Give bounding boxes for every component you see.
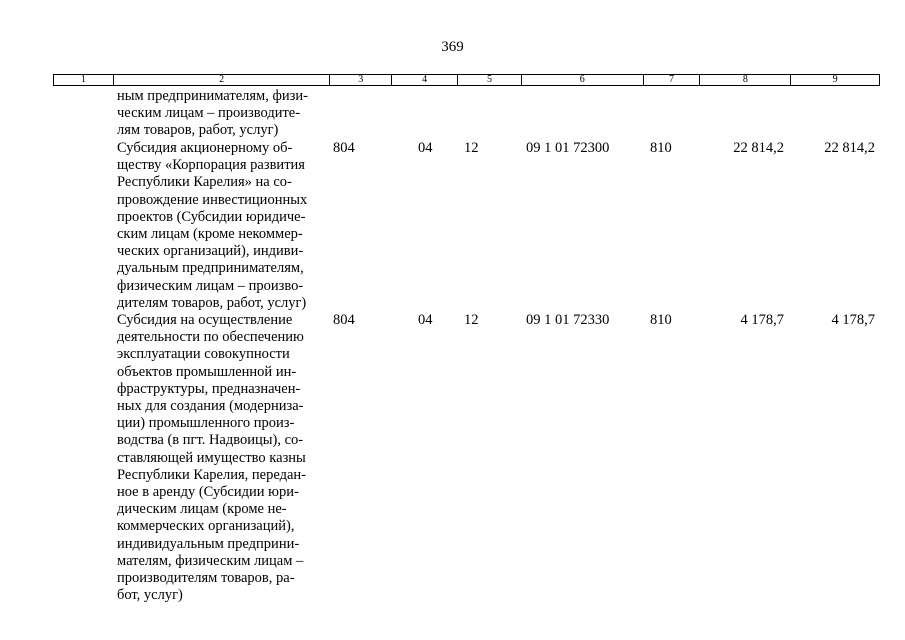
row-name — [117, 140, 332, 312]
text-line: проектов (Субсидии юридиче- — [117, 208, 306, 225]
ministry-code: 804 — [333, 140, 355, 156]
column-header-1: 1 — [54, 75, 114, 85]
row-name — [117, 312, 332, 604]
text-line: физическим лицам – произво- — [117, 277, 304, 294]
text-line: ции) промышленного произ- — [117, 415, 295, 432]
text-line: Субсидия акционерному об- — [117, 140, 293, 156]
target-code: 09 1 01 72330 — [526, 312, 610, 328]
text-line: ным предпринимателям, физи- — [117, 88, 308, 104]
text-line: ским лицам (кроме некоммер- — [117, 226, 303, 243]
amount-column-9: 22 814,2 — [824, 140, 875, 156]
text-line: индивидуальным предприни- — [117, 535, 300, 552]
subsection-code: 12 — [464, 140, 479, 156]
amount-column-8: 22 814,2 — [733, 140, 784, 156]
text-line: Республики Карелия» на со- — [117, 174, 292, 191]
table-header-row — [53, 74, 880, 86]
section-code: 04 — [418, 312, 433, 328]
column-header-9: 9 — [832, 74, 838, 85]
expense-type-code: 810 — [650, 312, 672, 328]
column-header-6: 6 — [522, 75, 644, 85]
text-line: объектов промышленной ин- — [117, 363, 297, 380]
expense-type-code: 810 — [650, 140, 672, 156]
page-number: 369 — [441, 39, 464, 55]
text-line: дителям товаров, работ, услуг) — [117, 294, 307, 311]
text-line: ное в аренду (Субсидии юри- — [117, 484, 299, 501]
text-line: эксплуатации совокупности — [117, 346, 290, 363]
text-line: фраструктуры, предназначен- — [117, 380, 301, 397]
text-line: ческим лицам – производите- — [117, 105, 301, 122]
text-line: бот, услуг) — [117, 587, 183, 604]
target-code: 09 1 01 72300 — [526, 140, 610, 156]
text-line: ществу «Корпорация развития — [117, 157, 305, 174]
continuation-text — [117, 88, 332, 140]
ministry-code: 804 — [333, 312, 355, 328]
subsection-code: 12 — [464, 312, 479, 328]
text-line: деятельности по обеспечению — [117, 329, 304, 346]
text-line: коммерческих организаций), — [117, 518, 295, 535]
section-code: 04 — [418, 140, 433, 156]
column-header-2: 2 — [114, 75, 330, 85]
text-line: производителям товаров, ра- — [117, 570, 295, 587]
text-line: дуальным предпринимателям, — [117, 260, 304, 277]
text-line: дическим лицам (кроме не- — [117, 501, 287, 518]
column-header-8: 8 — [700, 75, 791, 85]
text-line: лям товаров, работ, услуг) — [117, 122, 279, 139]
column-header-5: 5 — [458, 75, 522, 85]
text-line: водства (в пгт. Надвоицы), со- — [117, 432, 304, 449]
text-line: провождение инвестиционных — [117, 191, 308, 208]
amount-column-8: 4 178,7 — [740, 312, 784, 328]
text-line: ных для создания (модерниза- — [117, 398, 304, 415]
text-line: ставляющей имущество казны — [117, 449, 306, 466]
text-line: мателям, физическим лицам – — [117, 552, 304, 569]
column-header-4: 4 — [392, 75, 458, 85]
amount-column-9: 4 178,7 — [831, 312, 875, 328]
column-header-7: 7 — [644, 75, 701, 85]
text-line: Субсидия на осуществление — [117, 312, 293, 328]
text-line: ческих организаций), индиви- — [117, 243, 304, 260]
text-line: Республики Карелия, передан- — [117, 466, 306, 483]
column-header-3: 3 — [330, 75, 392, 85]
